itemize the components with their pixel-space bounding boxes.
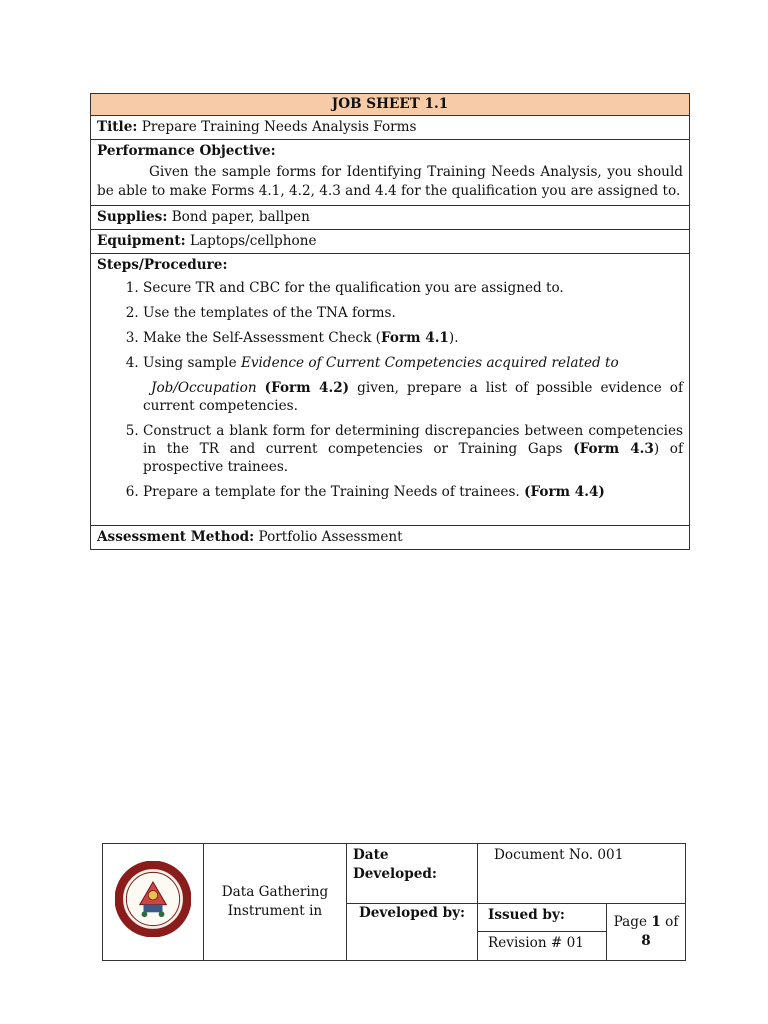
document-footer-table [102, 843, 686, 961]
objective-text: Given the sample forms for Identifying Training Needs Analysis, you should be able to make Forms 4.1, 4.2, 4.3 and 4.4 for the qualification you are assigned to. [97, 164, 683, 199]
document-number-cell [478, 844, 686, 904]
job-sheet-header: JOB SHEET 1.1 [91, 94, 690, 116]
objective-label: Performance Objective: [97, 143, 276, 159]
step-5-form: (Form 4.3 [573, 441, 654, 457]
supplies-label: Supplies: [97, 209, 168, 225]
date-developed-cell [347, 844, 478, 904]
step-4-italic-1: Evidence of Current Competencies acquired related to [240, 355, 619, 371]
page-number-cell [607, 904, 686, 961]
logo-cell [103, 844, 204, 961]
of-word: of [665, 914, 679, 930]
equipment-label: Equipment: [97, 233, 186, 249]
step-3-post: ). [448, 330, 459, 346]
supplies-value: Bond paper, ballpen [171, 209, 310, 225]
document-number: Document No. 001 [494, 847, 624, 863]
step-5-pre: Construct a blank form for determining discrepancies between competencies in the TR and current competencies or Training Gaps [143, 423, 683, 457]
university-seal-icon [115, 861, 191, 937]
equipment-row [91, 230, 690, 254]
job-sheet-table [90, 93, 690, 550]
step-item [143, 422, 683, 476]
equipment-value: Laptops/cellphone [189, 233, 317, 249]
step-item [143, 483, 683, 501]
date-developed-label: Date Developed: [353, 847, 437, 882]
step-4-italic-2: Job/Occupation [151, 380, 257, 396]
assessment-row [91, 526, 690, 550]
page-total: 8 [641, 933, 651, 949]
step-item [143, 329, 683, 347]
instrument-cell [204, 844, 347, 961]
title-label: Title: [97, 119, 138, 135]
step-item [143, 354, 683, 415]
steps-row [91, 254, 690, 526]
instrument-text: Data Gathering Instrument in [221, 884, 329, 919]
revision-cell [478, 932, 607, 961]
page-number: 1 [651, 914, 661, 930]
revision-number: Revision # 01 [488, 935, 584, 951]
steps-list [97, 279, 683, 501]
developed-by-cell [347, 904, 478, 961]
objective-row [91, 140, 690, 206]
page-word: Page [613, 914, 648, 930]
step-4-form: (Form 4.2) [264, 380, 350, 396]
assessment-value: Portfolio Assessment [258, 529, 403, 545]
issued-by-cell [478, 904, 607, 932]
step-item [143, 279, 683, 297]
step-6-pre: Prepare a template for the Training Needs of trainees. [143, 484, 525, 500]
step-4-post: given, prepare a list of possible evidence of current competencies. [143, 380, 683, 414]
supplies-row [91, 206, 690, 230]
step-4-pre: Using sample [143, 355, 241, 371]
step-3-form: Form 4.1 [380, 330, 449, 346]
step-item [143, 304, 683, 322]
developed-by-label: Developed by: [359, 905, 466, 921]
issued-by-label: Issued by: [488, 907, 565, 923]
step-2-text: Use the templates of the TNA forms. [143, 305, 396, 321]
step-1-text: Secure TR and CBC for the qualification you are assigned to. [143, 280, 564, 296]
assessment-label: Assessment Method: [97, 529, 255, 545]
step-5-post: ) of prospective trainees. [143, 441, 684, 475]
step-3-pre: Make the Self-Assessment Check ( [143, 330, 381, 346]
steps-label: Steps/Procedure: [97, 257, 228, 273]
title-value: Prepare Training Needs Analysis Forms [141, 119, 417, 135]
step-6-form: (Form 4.4) [524, 484, 605, 500]
title-row [91, 116, 690, 140]
